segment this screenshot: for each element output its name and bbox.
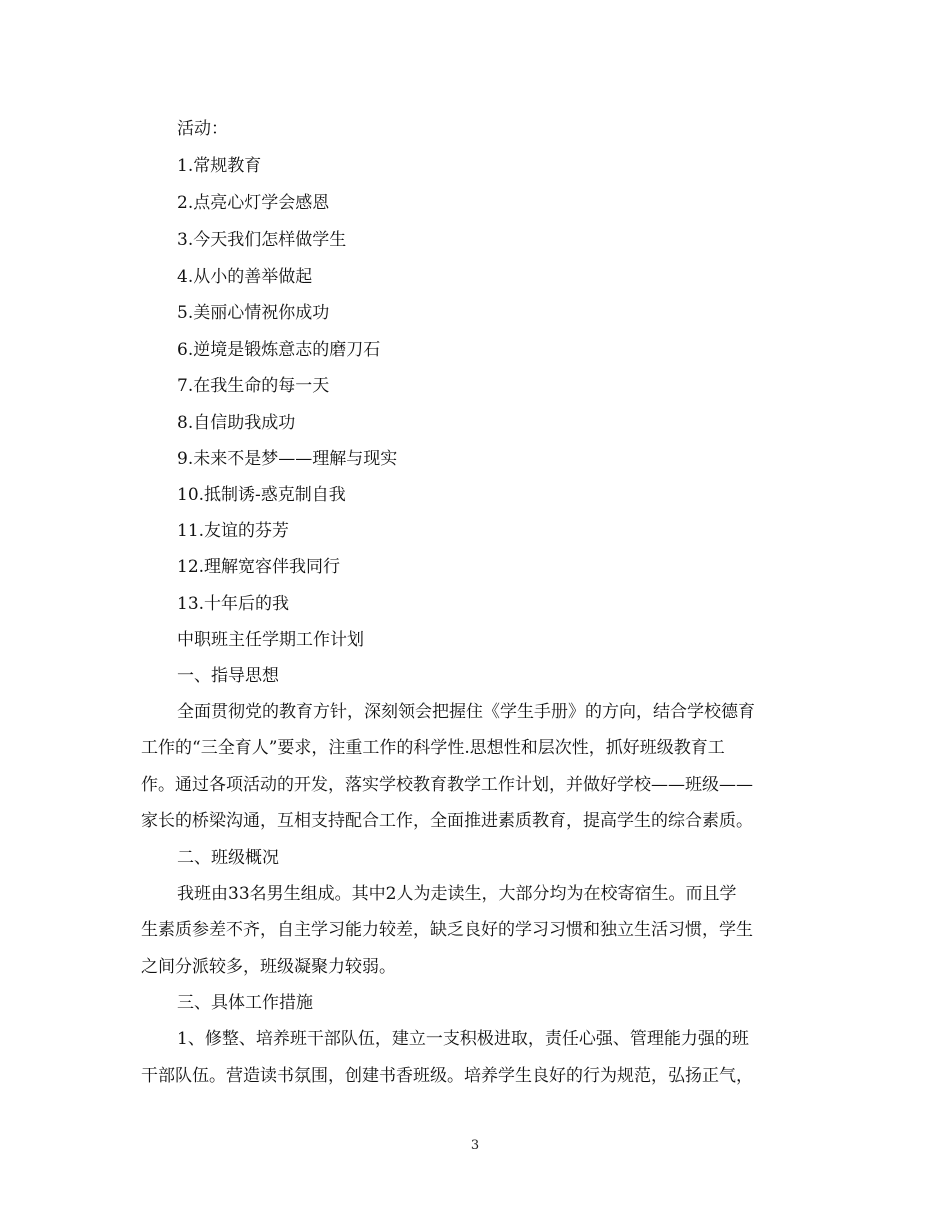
activity-item: 6.逆境是锻炼意志的磨刀石 bbox=[177, 340, 381, 360]
activity-item: 8.自信助我成功 bbox=[177, 413, 296, 433]
section-heading: 二、班级概况 bbox=[177, 848, 279, 868]
activity-item: 7.在我生命的每一天 bbox=[177, 376, 330, 396]
section-heading: 一、指导思想 bbox=[177, 666, 279, 686]
activity-item: 12.理解宽容伴我同行 bbox=[177, 557, 341, 577]
activity-item: 10.抵制诱-惑克制自我 bbox=[177, 485, 346, 505]
paragraph-line: 作。通过各项活动的开发，落实学校教育教学工作计划，并做好学校——班级—— bbox=[141, 775, 753, 795]
activity-item: 4.从小的善举做起 bbox=[177, 267, 313, 287]
activity-item: 13.十年后的我 bbox=[177, 594, 290, 614]
activity-item: 1.常规教育 bbox=[177, 156, 262, 176]
paragraph-line: 之间分派较多，班级凝聚力较弱。 bbox=[141, 957, 396, 977]
activity-item: 11.友谊的芬芳 bbox=[177, 521, 290, 541]
plan-title: 中职班主任学期工作计划 bbox=[177, 630, 364, 650]
paragraph-line: 1、修整、培养班干部队伍，建立一支积极进取，责任心强、管理能力强的班 bbox=[177, 1029, 749, 1049]
paragraph-line: 工作的“三全育人”要求，注重工作的科学性.思想性和层次性，抓好班级教育工 bbox=[141, 738, 725, 758]
section-heading: 三、具体工作措施 bbox=[177, 993, 313, 1013]
activity-item: 9.未来不是梦——理解与现实 bbox=[177, 449, 398, 469]
paragraph-line: 干部队伍。营造读书氛围，创建书香班级。培养学生良好的行为规范，弘扬正气， bbox=[141, 1066, 753, 1086]
page-number: 3 bbox=[470, 1138, 480, 1153]
activity-item: 5.美丽心情祝你成功 bbox=[177, 303, 330, 323]
paragraph-line: 家长的桥梁沟通，互相支持配合工作，全面推进素质教育，提高学生的综合素质。 bbox=[141, 811, 753, 831]
activity-item: 2.点亮心灯学会感恩 bbox=[177, 193, 330, 213]
paragraph-line: 我班由33名男生组成。其中2人为走读生，大部分均为在校寄宿生。而且学 bbox=[177, 884, 737, 904]
paragraph-line: 全面贯彻党的教育方针，深刻领会把握住《学生手册》的方向，结合学校德育 bbox=[177, 702, 755, 722]
activity-item: 3.今天我们怎样做学生 bbox=[177, 230, 347, 250]
paragraph-line: 生素质参差不齐，自主学习能力较差，缺乏良好的学习习惯和独立生活习惯，学生 bbox=[141, 920, 753, 940]
activities-heading: 活动： bbox=[177, 119, 228, 139]
